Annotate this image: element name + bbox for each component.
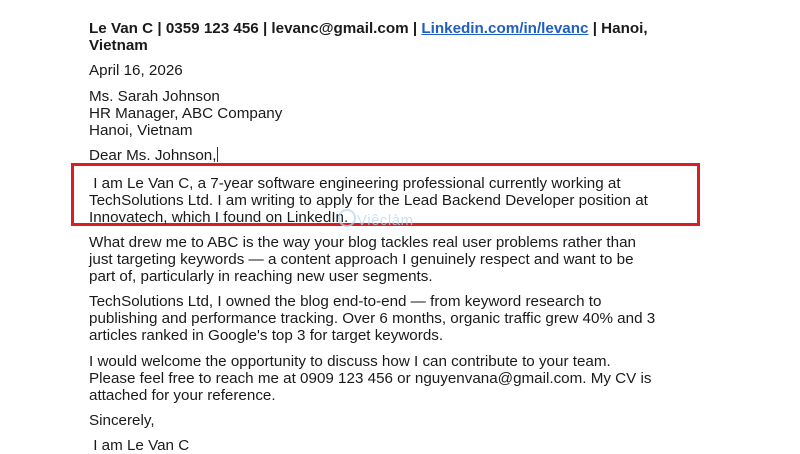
contact-header-line (89, 20, 648, 37)
para2-line-3: part of, particularly in reaching new user segments. (89, 268, 433, 285)
recipient-name: Ms. Sarah Johnson (89, 88, 220, 105)
para4-line-2: Please feel free to reach me at 0909 123 456 or nguyenvana@gmail.com. My CV is (89, 370, 652, 387)
para4-line-1: I would welcome the opportunity to discuss how I can contribute to your team. (89, 353, 611, 370)
closing: Sincerely, (89, 412, 155, 429)
contact-location: | Hanoi, (592, 20, 648, 37)
letter-date: April 16, 2026 (89, 62, 183, 79)
signature: I am Le Van C (89, 437, 190, 454)
intro-line-1: I am Le Van C, a 7-year software engineering professional currently working at (89, 175, 621, 192)
watermark-text: Việclàm (357, 212, 414, 229)
intro-line-3: Innovatech, which I found on LinkedIn. (89, 209, 349, 226)
salutation: Dear Ms. Johnson, (89, 147, 217, 164)
contact-details: Le Van C | 0359 123 456 | levanc@gmail.com | (89, 20, 418, 37)
para3-line-1: TechSolutions Ltd, I owned the blog end-to-end — from keyword research to (89, 293, 602, 310)
recipient-title: HR Manager, ABC Company (89, 105, 283, 122)
para3-line-2: publishing and performance tracking. Over 6 months, organic traffic grew 40% and 3 (89, 310, 656, 327)
para3-line-3: articles ranked in Google's top 3 for target keywords. (89, 327, 444, 344)
watermark-logo-icon (338, 209, 356, 227)
text-cursor (217, 147, 218, 162)
linkedin-link[interactable]: Linkedin.com/in/levanc (421, 20, 589, 37)
para2-line-1: What drew me to ABC is the way your blog tackles real user problems rather than (89, 234, 636, 251)
para2-line-2: just targeting keywords — a content approach I genuinely respect and want to be (89, 251, 634, 268)
recipient-city: Hanoi, Vietnam (89, 122, 193, 139)
salutation-line (89, 147, 218, 164)
para4-line-3: attached for your reference. (89, 387, 276, 404)
contact-location-wrap: Vietnam (89, 37, 148, 54)
intro-line-2: TechSolutions Ltd. I am writing to apply for the Lead Backend Developer position at (89, 192, 648, 209)
